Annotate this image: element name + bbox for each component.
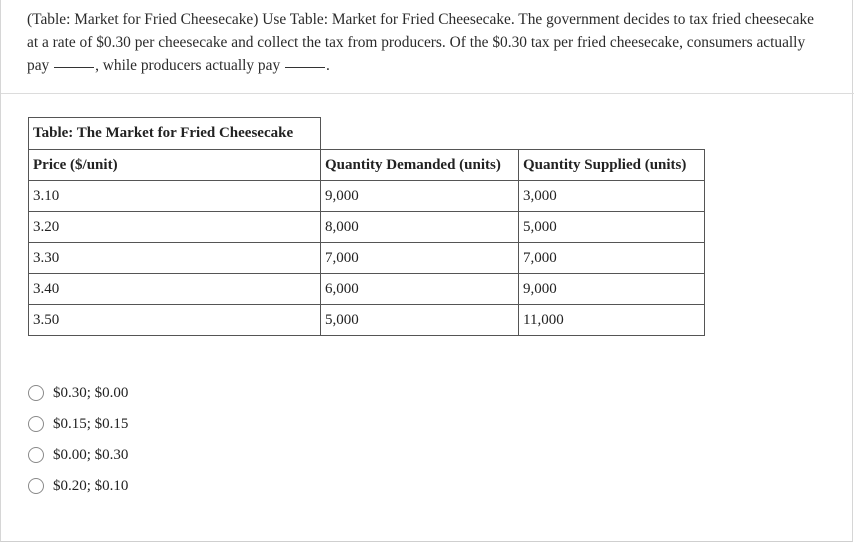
- radio-button[interactable]: [28, 478, 44, 494]
- table-caption-row: [29, 118, 705, 150]
- answer-option-2[interactable]: [28, 414, 128, 434]
- answer-option-3[interactable]: [28, 445, 128, 465]
- quantity-demanded-cell: 9,000: [321, 181, 519, 212]
- price-cell: 3.10: [29, 181, 321, 212]
- answer-option-1[interactable]: [28, 383, 128, 403]
- question-text: [27, 8, 827, 77]
- market-table: [28, 117, 705, 336]
- question-text-part-1: (Table: Market for Fried Cheesecake) Use Table: Market for Fried Cheesecake. The government decides to tax fried cheesecake at a rate of $0.30 per cheesecake and collect the tax from producers. Of the $0.30 tax per fried cheesecake, consumers actually pay: [27, 11, 814, 74]
- price-cell: 3.50: [29, 305, 321, 336]
- answer-option-label[interactable]: $0.20; $0.10: [53, 477, 129, 494]
- quantity-supplied-cell: 11,000: [519, 305, 705, 336]
- empty-cell: [519, 118, 705, 150]
- answer-options: [28, 383, 128, 507]
- question-text-part-2: , while producers actually pay: [95, 57, 281, 74]
- answer-blank-1: [54, 67, 94, 68]
- divider: [1, 93, 854, 94]
- radio-button[interactable]: [28, 447, 44, 463]
- quantity-supplied-cell: 7,000: [519, 243, 705, 274]
- header-quantity-demanded: Quantity Demanded (units): [321, 150, 519, 181]
- empty-cell: [321, 118, 519, 150]
- header-price: Price ($/unit): [29, 150, 321, 181]
- answer-option-label[interactable]: $0.00; $0.30: [53, 446, 129, 463]
- quantity-demanded-cell: 8,000: [321, 212, 519, 243]
- quantity-demanded-cell: 7,000: [321, 243, 519, 274]
- quantity-supplied-cell: 5,000: [519, 212, 705, 243]
- price-cell: 3.30: [29, 243, 321, 274]
- quantity-supplied-cell: 9,000: [519, 274, 705, 305]
- table-row: [29, 243, 705, 274]
- quantity-demanded-cell: 6,000: [321, 274, 519, 305]
- header-quantity-supplied: Quantity Supplied (units): [519, 150, 705, 181]
- radio-button[interactable]: [28, 385, 44, 401]
- price-cell: 3.40: [29, 274, 321, 305]
- quantity-demanded-cell: 5,000: [321, 305, 519, 336]
- table-header-row: [29, 150, 705, 181]
- answer-blank-2: [285, 67, 325, 68]
- quantity-supplied-cell: 3,000: [519, 181, 705, 212]
- answer-option-label[interactable]: $0.15; $0.15: [53, 415, 129, 432]
- price-cell: 3.20: [29, 212, 321, 243]
- table-row: [29, 181, 705, 212]
- table-row: [29, 305, 705, 336]
- table-row: [29, 212, 705, 243]
- answer-option-4[interactable]: [28, 476, 128, 496]
- answer-option-label[interactable]: $0.30; $0.00: [53, 384, 129, 401]
- table-caption: Table: The Market for Fried Cheesecake: [29, 118, 321, 150]
- radio-button[interactable]: [28, 416, 44, 432]
- table-row: [29, 274, 705, 305]
- question-text-part-3: .: [326, 57, 330, 74]
